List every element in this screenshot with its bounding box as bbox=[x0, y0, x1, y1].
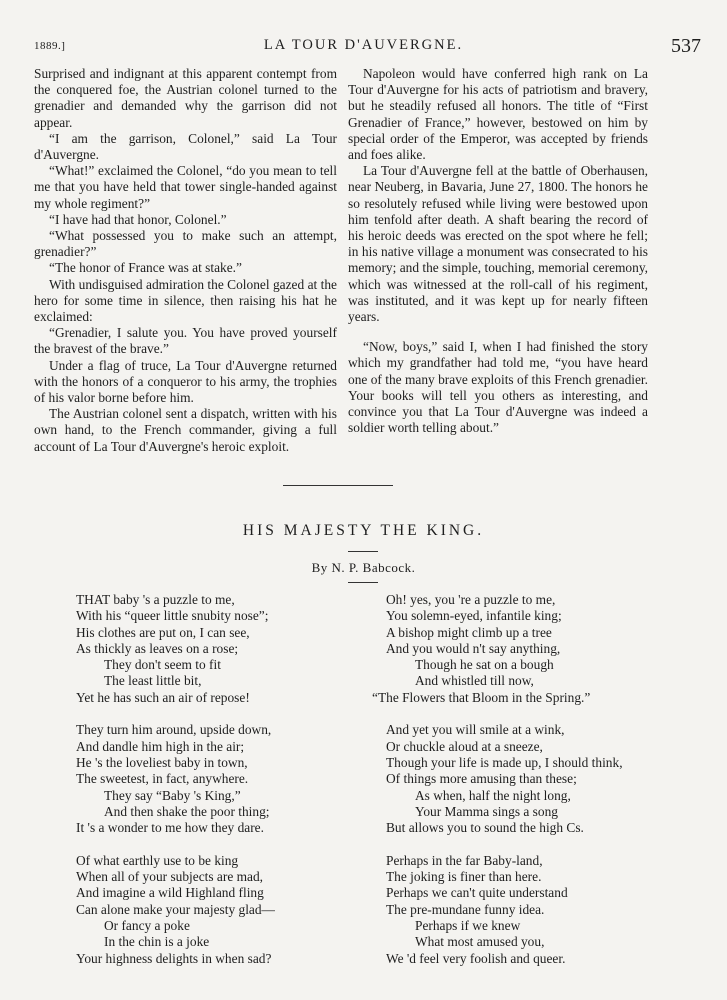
article-paragraph: “What!” exclaimed the Colonel, “do you mean to tell me that you have held that tower single-handed against my whole regiment?” bbox=[34, 163, 337, 211]
poem-line: Perhaps if we knew bbox=[415, 917, 521, 933]
header-year: 1889.] bbox=[34, 40, 66, 52]
poem-line: You solemn-eyed, infantile king; bbox=[386, 608, 562, 624]
poem-line: And imagine a wild Highland fling bbox=[76, 885, 264, 901]
poem-line: In the chin is a joke bbox=[104, 934, 210, 950]
poem-line: As when, half the night long, bbox=[415, 787, 571, 803]
title-rule bbox=[348, 551, 378, 552]
article-paragraph: Surprised and indignant at this apparent contempt from the conquered foe, the Austrian colonel turned to the grenadier and demanded why the garrison did not appear. bbox=[34, 66, 337, 130]
header-title: LA TOUR D'AUVERGNE. bbox=[263, 37, 464, 53]
poem-line: Though he sat on a bough bbox=[415, 657, 554, 673]
poem-line: With his “queer little snubity nose”; bbox=[76, 608, 269, 624]
poem-stanza bbox=[360, 722, 700, 836]
poem-line: And dandle him high in the air; bbox=[76, 738, 245, 754]
poem-stanza bbox=[76, 853, 376, 967]
byline-rule bbox=[348, 582, 378, 583]
poem-line: Of what earthly use to be king bbox=[76, 852, 239, 868]
poem-line: Oh! yes, you 're a puzzle to me, bbox=[386, 592, 556, 607]
poem-line: The joking is finer than here. bbox=[386, 869, 542, 885]
page-number: 537 bbox=[671, 35, 701, 57]
article-paragraph: “The honor of France was at stake.” bbox=[49, 260, 242, 276]
article-paragraph: Under a flag of truce, La Tour d'Auvergne returned with the honors of a conqueror to his army, the trophies of his valor borne before him. bbox=[34, 357, 337, 406]
poem-line: Or fancy a poke bbox=[104, 917, 190, 933]
poem-line: And you would n't say anything, bbox=[386, 640, 561, 656]
poem-line: Of things more amusing than these; bbox=[386, 771, 577, 787]
article-paragraph: “I am the garrison, Colonel,” said La Tour d'Auvergne. bbox=[34, 130, 337, 163]
poem-line: But allows you to sound the high Cs. bbox=[386, 820, 584, 836]
poem-line: Perhaps we can't quite understand bbox=[386, 885, 568, 901]
poem-line: They turn him around, upside down, bbox=[76, 722, 272, 738]
poem-stanza bbox=[360, 853, 700, 967]
poem-right-column bbox=[360, 592, 700, 983]
article-right-column bbox=[348, 66, 648, 436]
poem-stanza bbox=[76, 722, 376, 836]
article-left-column bbox=[34, 66, 337, 455]
poem-line: When all of your subjects are mad, bbox=[76, 869, 264, 885]
poem-line: His clothes are put on, I can see, bbox=[76, 624, 250, 640]
article-paragraph: “I have had that honor, Colonel.” bbox=[49, 211, 227, 227]
poem-line: It 's a wonder to me how they dare. bbox=[76, 820, 264, 836]
poem-line: He 's the loveliest baby in town, bbox=[76, 754, 248, 770]
poem-line: The sweetest, in fact, anywhere. bbox=[76, 771, 249, 787]
poem-line: And then shake the poor thing; bbox=[104, 803, 270, 819]
article-paragraph: La Tour d'Auvergne fell at the battle of Oberhausen, near Neuberg, in Bavaria, June 27, 1800. The honors he so resolutely refused while living were bestowed upon him tenfold after death. A shaft bearing the record of his heroic deeds was erected on the spot where he fell; in his native village a monument was consecrated to his memory; and the simple, touching, memorial ceremony, which was witnessed at the roll-call of his regiment, was instituted, and it was kept up for nearly fifteen years. bbox=[348, 163, 648, 325]
poem-byline: By N. P. Babcock. bbox=[311, 560, 416, 575]
poem-line: A bishop might climb up a tree bbox=[386, 624, 552, 640]
article-paragraph: “What possessed you to make such an attempt, grenadier?” bbox=[34, 228, 337, 260]
poem-line: “The Flowers that Bloom in the Spring.” bbox=[372, 689, 591, 705]
poem-line: Perhaps in the far Baby-land, bbox=[386, 852, 543, 868]
poem-line: Or chuckle aloud at a sneeze, bbox=[386, 738, 543, 754]
poem-line: Yet he has such an air of repose! bbox=[76, 689, 250, 705]
article-paragraph: With undisguised admiration the Colonel gazed at the hero for some time in silence, then raising his hat he exclaimed: bbox=[34, 276, 337, 325]
poem-line: What most amused you, bbox=[415, 934, 545, 950]
poem-left-column bbox=[76, 592, 376, 983]
article-paragraph: “Now, boys,” said I, when I had finished the story which my grandfather had told me, “you have heard one of the many brave exploits of this French grenadier. Your books will tell you others as interesting, and convince you that La Tour d'Auvergne was indeed a soldier worth telling about.” bbox=[348, 339, 648, 436]
poem-title: HIS MAJESTY THE KING. bbox=[242, 522, 485, 539]
poem-line: Your Mamma sings a song bbox=[415, 803, 558, 819]
poem-line: THAT baby 's a puzzle to me, bbox=[76, 592, 235, 607]
poem-line: The least little bit, bbox=[104, 673, 202, 689]
poem-line: They don't seem to fit bbox=[104, 657, 221, 673]
poem-line: Your highness delights in when sad? bbox=[76, 950, 272, 966]
poem-line: And yet you will smile at a wink, bbox=[386, 722, 565, 738]
poem-stanza bbox=[360, 592, 700, 706]
poem-line: Though your life is made up, I should think, bbox=[386, 754, 623, 770]
article-paragraph: The Austrian colonel sent a dispatch, written with his own hand, to the French commander, giving a full account of La Tour d'Auvergne's heroic exploit. bbox=[34, 406, 337, 454]
article-paragraph: Napoleon would have conferred high rank on La Tour d'Auvergne for his acts of patriotism and bravery, but he steadily refused all honors. The title of “First Grenadier of France,” however, bestowed on him by special order of the Emperor, was accepted by friends and foes alike. bbox=[348, 66, 648, 163]
poem-line: The pre-mundane funny idea. bbox=[386, 901, 545, 917]
section-divider bbox=[283, 485, 393, 486]
poem-line: Can alone make your majesty glad— bbox=[76, 901, 275, 917]
article-paragraph: “Grenadier, I salute you. You have proved yourself the bravest of the brave.” bbox=[34, 325, 337, 357]
poem-line: They say “Baby 's King,” bbox=[104, 787, 241, 803]
poem-stanza bbox=[76, 592, 376, 706]
poem-line: And whistled till now, bbox=[415, 673, 534, 689]
poem-line: As thickly as leaves on a rose; bbox=[76, 640, 239, 656]
poem-line: We 'd feel very foolish and queer. bbox=[386, 950, 566, 966]
